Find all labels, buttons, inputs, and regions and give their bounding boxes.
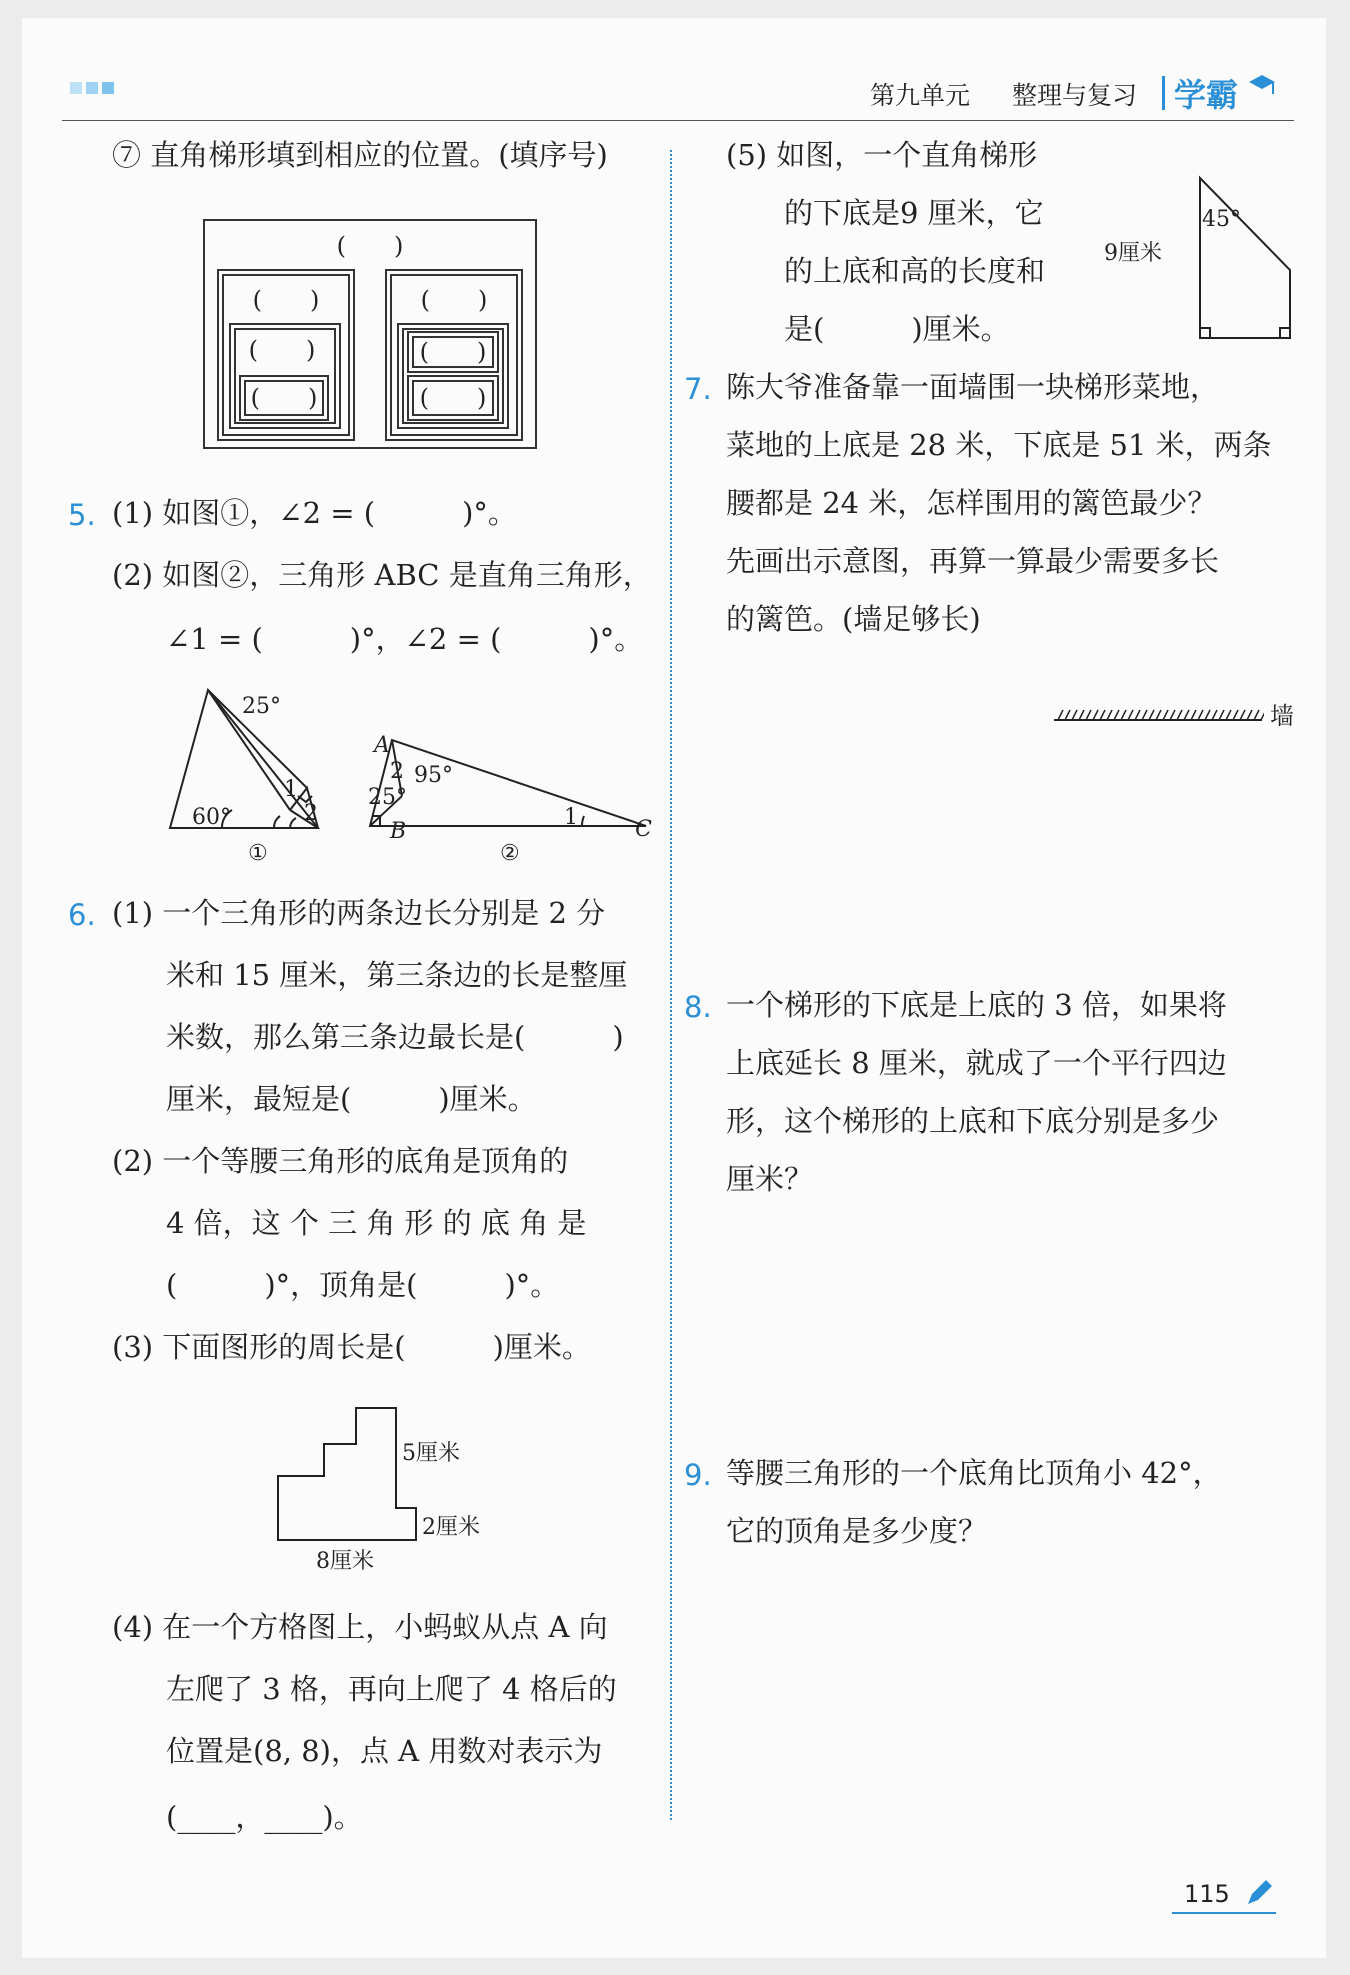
question-6-part4-line3: 位置是(8, 8)，点 A 用数对表示为 (166, 1734, 603, 1768)
header-square (86, 82, 98, 94)
question-6-part1-line2: 米和 15 厘米，第三条边的长是整厘 (166, 958, 628, 992)
question-6-part1-line1: (1) 一个三角形的两条边长分别是 2 分 (112, 896, 606, 930)
question-number-9: 9. (684, 1458, 712, 1492)
column-divider (670, 150, 672, 1820)
question-6-part1-line4: 厘米，最短是( )厘米。 (166, 1082, 537, 1116)
header-divider (1162, 76, 1165, 110)
box-blank: ( ) (420, 286, 488, 314)
wall-label: 墙 (1270, 702, 1294, 730)
angle-25-label: 25° (368, 785, 407, 810)
workbook-page (22, 18, 1326, 1958)
question-7-line4: 先画出示意图，再算一算最少需要多长 (726, 544, 1220, 578)
question-number-6: 6. (68, 898, 96, 932)
unit-title: 第九单元 (870, 81, 971, 110)
nested-boxes-diagram (202, 218, 542, 458)
section-title: 整理与复习 (1012, 81, 1138, 110)
angle-45-label: 45° (1202, 207, 1241, 232)
side-2cm-label: 2厘米 (422, 1515, 480, 1540)
wall-hatch (1052, 698, 1264, 728)
figure-2-caption: ② (500, 841, 520, 866)
box-blank: ( ) (248, 336, 316, 364)
question-8-line2: 上底延长 8 厘米，就成了一个平行四边 (726, 1046, 1227, 1080)
question-9-line1: 等腰三角形的一个底角比顶角小 42°， (726, 1456, 1222, 1490)
side-5cm-label: 5厘米 (402, 1441, 460, 1466)
angle-60-label: 60° (192, 805, 231, 830)
question-number-5: 5. (68, 498, 96, 532)
angle-figures (162, 678, 652, 878)
footer-rule (1172, 1912, 1276, 1914)
question-9-line2: 它的顶角是多少度？ (726, 1514, 988, 1548)
question-5-part2-blanks: ∠1 = ( )°，∠2 = ( )°。 (166, 622, 644, 656)
question-6-part4-line2: 左爬了 3 格，再向上爬了 4 格后的 (166, 1672, 617, 1706)
staircase-figure (252, 1388, 512, 1588)
question-7-line5: 的篱笆。(墙足够长) (726, 602, 981, 636)
question-8-line4: 厘米？ (726, 1162, 814, 1196)
header-rule (62, 120, 1294, 121)
angle-2-label: 2 (304, 801, 318, 826)
question-5-part1: (1) 如图①，∠2 = ( )°。 (112, 496, 517, 530)
box-blank: ( ) (336, 232, 404, 260)
question-8-line3: 形，这个梯形的上底和下底分别是多少 (726, 1104, 1220, 1138)
question-6-5-line3: 的上底和高的长度和 (784, 254, 1046, 288)
question-number-8: 8. (684, 990, 712, 1024)
side-9cm-label: 9厘米 (1104, 241, 1162, 266)
page-number: 115 (1184, 1880, 1230, 1908)
angle-1-label: 1 (564, 805, 578, 830)
vertex-a-label: A (374, 733, 390, 758)
side-8cm-label: 8厘米 (316, 1549, 374, 1574)
right-trapezoid-figure (1092, 158, 1302, 358)
question-6-part4-line1: (4) 在一个方格图上，小蚂蚁从点 A 向 (112, 1610, 608, 1644)
question-6-5-line4: 是( )厘米。 (784, 312, 1010, 346)
question-6-part1-line3: 米数，那么第三条边最长是( ) (166, 1020, 624, 1054)
question-6-part3: (3) 下面图形的周长是( )厘米。 (112, 1330, 591, 1364)
question-number-7: 7. (684, 372, 712, 406)
figure-1-caption: ① (248, 841, 268, 866)
pencil-icon (1244, 1878, 1274, 1908)
brand-logo: 学霸 (1174, 76, 1239, 114)
question-7-line2: 菜地的上底是 28 米，下底是 51 米，两条 (726, 428, 1272, 462)
box-blank: ( ) (252, 286, 320, 314)
angle-95-label: 95° (414, 763, 453, 788)
header-square (70, 82, 82, 94)
box-blank: ( ) (250, 384, 318, 412)
box-blank: ( ) (419, 384, 487, 412)
angle-1-label: 1 (284, 777, 298, 802)
question-8-line1: 一个梯形的下底是上底的 3 倍，如果将 (726, 988, 1227, 1022)
graduation-cap-icon (1247, 70, 1277, 100)
question-4-7-text: ⑦ 直角梯形填到相应的位置。(填序号) (112, 138, 608, 172)
vertex-c-label: C (635, 817, 652, 842)
box-blank: ( ) (419, 338, 487, 366)
question-6-part2-line1: (2) 一个等腰三角形的底角是顶角的 (112, 1144, 569, 1178)
question-7-line3: 腰都是 24 米，怎样围用的篱笆最少？ (726, 486, 1217, 520)
header-square (102, 82, 114, 94)
question-6-5-line2: 的下底是9 厘米，它 (784, 196, 1044, 230)
question-5-part2: (2) 如图②，三角形 ABC 是直角三角形， (112, 558, 652, 592)
question-6-part4-line4: (____，____)。 (166, 1800, 363, 1834)
question-6-part2-line3: ( )°，顶角是( )°。 (166, 1268, 560, 1302)
question-6-part2-line2: 4 倍，这 个 三 角 形 的 底 角 是 (166, 1206, 587, 1240)
question-6-5-line1: (5) 如图，一个直角梯形 (726, 138, 1038, 172)
angle-2-label: 2 (390, 759, 404, 784)
angle-25-label: 25° (242, 694, 281, 719)
question-7-line1: 陈大爷准备靠一面墙围一块梯形菜地， (726, 370, 1220, 404)
vertex-b-label: B (390, 819, 407, 844)
